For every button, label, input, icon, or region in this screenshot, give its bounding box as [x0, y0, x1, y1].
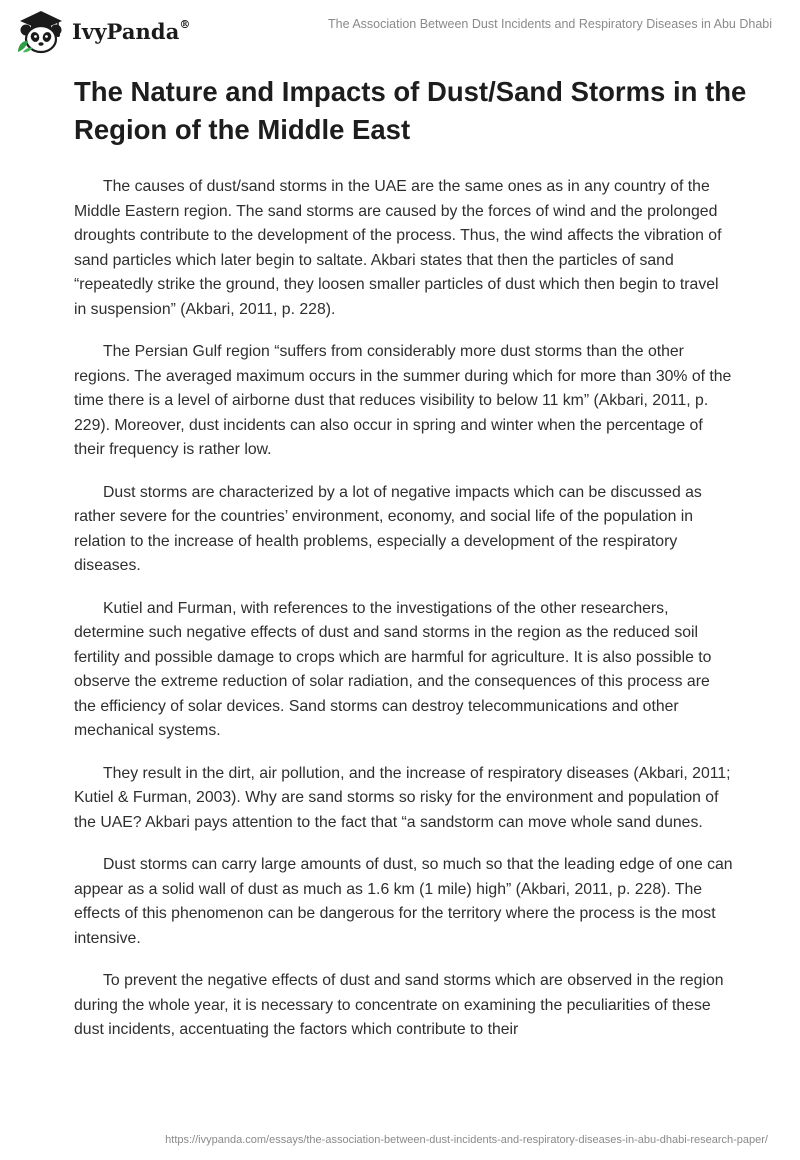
panda-graduate-icon: [14, 8, 68, 54]
paragraph: The causes of dust/sand storms in the UAE are the same ones as in any country of the Middle Eastern region. The sand storms are caused by the forces of wind and the prolonged droughts contribute to the development of the process. Thus, the wind affects the vibration of sand particles which later begin to saltate. Akbari states that then the particles of sand “repeatedly strike the ground, they loosen smaller particles of dust which then begin to travel in suspension” (Akbari, 2011, p. 228).: [74, 178, 722, 318]
registered-mark: ®: [179, 17, 191, 31]
paragraph: Dust storms are characterized by a lot of negative impacts which can be discussed as rather severe for the countries’ environment, economy, and social life of the population in relation to the increase of health problems, especially a development of the respiratory diseases.: [74, 483, 702, 574]
ivypanda-logo[interactable]: [14, 8, 191, 54]
paragraph: Kutiel and Furman, with references to the investigations of the other researchers, determine such negative effects of dust and sand storms in the region as the reduced soil fertility and possible damage to crops which are harmful for agriculture. It is also possible to observe the extreme reduction of solar radiation, and the consequences of this process are the efficiency of solar devices. Sand storms can destroy telecommunications and other mechanical systems.: [74, 599, 712, 739]
section-heading: The Nature and Impacts of Dust/Sand Storms in the Region of the Middle East: [74, 76, 747, 145]
paragraph: Dust storms can carry large amounts of dust, so much so that the leading edge of one can appear as a solid wall of dust as much as 1.6 km (1 mile) high” (Akbari, 2011, p. 228). The effects of this phenomenon can be dangerous for the territory where the process is the most intensive.: [74, 856, 733, 947]
source-url[interactable]: https://ivypanda.com/essays/the-association-between-dust-incidents-and-respiratory-diseases-in-abu-dhabi-research-paper/: [165, 1134, 768, 1146]
running-title: The Association Between Dust Incidents and Respiratory Diseases in Abu Dhabi: [328, 17, 772, 31]
logo-wordmark: [72, 19, 191, 44]
paragraph: They result in the dirt, air pollution, and the increase of respiratory diseases (Akbari, 2011; Kutiel & Furman, 2003). Why are sand storms so risky for the environment and population of the UAE? Akbari pays attention to the fact that “a sandstorm can move whole sand dunes.: [74, 764, 731, 831]
paragraph: The Persian Gulf region “suffers from considerably more dust storms than the other regions. The averaged maximum occurs in the summer during which for more than 30% of the time there is a level of airborne dust that reduces visibility to below 11 km” (Akbari, 2011, p. 229). Moreover, dust incidents can also occur in spring and winter when the percentage of their frequency is rather low.: [74, 343, 732, 458]
page-header: [0, 0, 800, 60]
logo-wordmark-text: IvyPanda: [72, 18, 180, 44]
paragraph: To prevent the negative effects of dust and sand storms which are observed in the region during the whole year, it is necessary to concentrate on examining the peculiarities of these dust incidents, accentuating the factors which contribute to their: [74, 972, 724, 1038]
article-body: [74, 175, 734, 1061]
